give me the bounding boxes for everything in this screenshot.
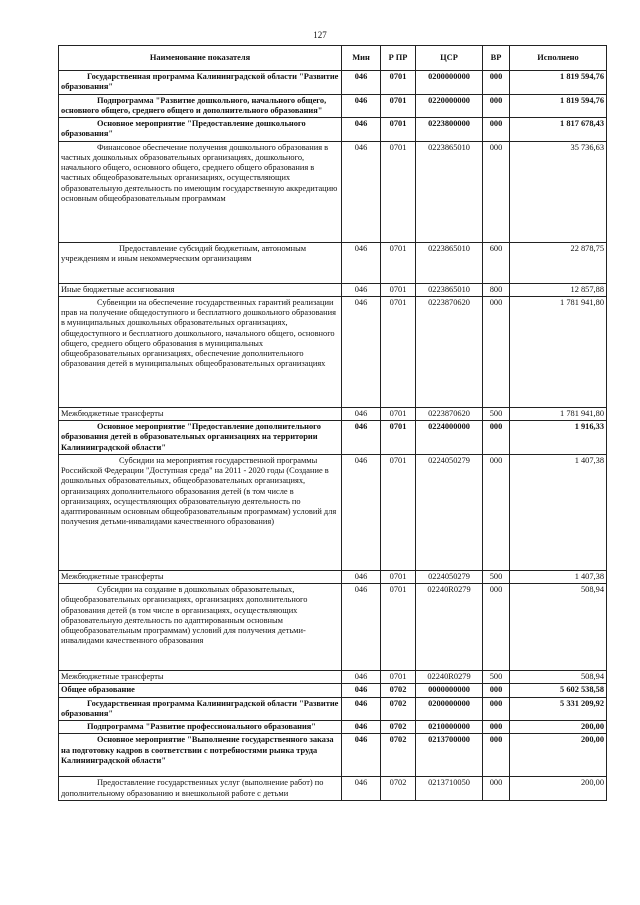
row-csr: 0223800000 (416, 118, 483, 142)
row-vr: 500 (483, 570, 510, 583)
row-min: 046 (342, 671, 381, 684)
row-csr: 0220000000 (416, 94, 483, 118)
row-done: 1 819 594,76 (510, 94, 607, 118)
table-row (59, 118, 607, 142)
row-done: 1 781 941,80 (510, 296, 607, 407)
row-csr: 0213710050 (416, 777, 483, 801)
row-name: Общее образование (59, 684, 342, 697)
row-rpr: 0701 (381, 421, 416, 455)
row-vr: 000 (483, 141, 510, 242)
row-name: Предоставление субсидий бюджетным, автономным учреждениям и иным некоммерческим организациям (59, 242, 342, 283)
table-row (59, 141, 607, 242)
row-done: 1 781 941,80 (510, 407, 607, 420)
row-vr: 500 (483, 407, 510, 420)
row-done: 508,94 (510, 671, 607, 684)
row-vr: 000 (483, 94, 510, 118)
row-min: 046 (342, 421, 381, 455)
table-row (59, 584, 607, 671)
table-row (59, 684, 607, 697)
row-rpr: 0701 (381, 407, 416, 420)
row-csr: 0223865010 (416, 242, 483, 283)
row-vr: 000 (483, 296, 510, 407)
table-row (59, 734, 607, 777)
row-min: 046 (342, 454, 381, 570)
row-done: 35 736,63 (510, 141, 607, 242)
row-min: 046 (342, 734, 381, 777)
row-min: 046 (342, 570, 381, 583)
row-vr: 000 (483, 421, 510, 455)
row-rpr: 0701 (381, 94, 416, 118)
row-done: 1 819 594,76 (510, 71, 607, 95)
row-done: 5 602 538,58 (510, 684, 607, 697)
row-rpr: 0701 (381, 283, 416, 296)
row-done: 22 878,75 (510, 242, 607, 283)
row-name: Подпрограмма "Развитие профессионального образования" (59, 721, 342, 734)
row-vr: 000 (483, 697, 510, 721)
row-csr: 0223870620 (416, 296, 483, 407)
header-name: Наименование показателя (59, 46, 342, 71)
row-rpr: 0701 (381, 671, 416, 684)
row-csr: 0224000000 (416, 421, 483, 455)
table-row (59, 570, 607, 583)
row-csr: 0210000000 (416, 721, 483, 734)
row-done: 1 916,33 (510, 421, 607, 455)
table-row (59, 697, 607, 721)
header-rpr: Р ПР (381, 46, 416, 71)
row-vr: 000 (483, 71, 510, 95)
row-min: 046 (342, 697, 381, 721)
row-name: Субсидии на мероприятия государственной программы Российской Федерации "Доступная среда" на 2011 - 2020 годы (Создание в дошкольных образовательных, общеобразовательных организациях, организациях дополнительного образования детей (в том числе в организациях, осуществляющих образовательную деятельность по адаптированным основным общеобразовательным программам) условий для получения детьми-инвалидами качественного образования) (59, 454, 342, 570)
row-min: 046 (342, 296, 381, 407)
header-done: Исполнено (510, 46, 607, 71)
row-done: 1 407,38 (510, 454, 607, 570)
row-vr: 000 (483, 454, 510, 570)
row-rpr: 0701 (381, 570, 416, 583)
row-min: 046 (342, 94, 381, 118)
table-row (59, 777, 607, 801)
row-csr: 02240R0279 (416, 584, 483, 671)
row-csr: 0224050279 (416, 454, 483, 570)
row-done: 508,94 (510, 584, 607, 671)
row-done: 200,00 (510, 777, 607, 801)
table-row (59, 454, 607, 570)
row-rpr: 0701 (381, 118, 416, 142)
table-row (59, 421, 607, 455)
row-name: Государственная программа Калининградской области "Развитие образования" (59, 697, 342, 721)
row-name: Государственная программа Калининградской области "Развитие образования" (59, 71, 342, 95)
row-min: 046 (342, 584, 381, 671)
row-csr: 0200000000 (416, 697, 483, 721)
table-row (59, 94, 607, 118)
row-rpr: 0702 (381, 684, 416, 697)
page-number: 127 (313, 30, 327, 40)
row-done: 1 817 678,43 (510, 118, 607, 142)
row-done: 200,00 (510, 734, 607, 777)
row-rpr: 0701 (381, 242, 416, 283)
row-csr: 0224050279 (416, 570, 483, 583)
row-name: Межбюджетные трансферты (59, 407, 342, 420)
row-name: Межбюджетные трансферты (59, 570, 342, 583)
header-min: Мин (342, 46, 381, 71)
row-rpr: 0702 (381, 697, 416, 721)
row-min: 046 (342, 242, 381, 283)
row-vr: 800 (483, 283, 510, 296)
row-csr: 0213700000 (416, 734, 483, 777)
row-min: 046 (342, 721, 381, 734)
row-vr: 500 (483, 671, 510, 684)
row-csr: 0223865010 (416, 141, 483, 242)
row-min: 046 (342, 407, 381, 420)
row-min: 046 (342, 118, 381, 142)
row-vr: 000 (483, 734, 510, 777)
table-row (59, 407, 607, 420)
row-min: 046 (342, 684, 381, 697)
row-name: Основное мероприятие "Предоставление дополнительного образования детей в образовательных организациях на территории Калининградской области" (59, 421, 342, 455)
row-name: Иные бюджетные ассигнования (59, 283, 342, 296)
row-name: Межбюджетные трансферты (59, 671, 342, 684)
row-name: Субвенции на обеспечение государственных гарантий реализации прав на получение общедоступного и бесплатного дошкольного образования в муниципальных дошкольных образовательных организациях, общедоступного и бесплатного дошкольного, начального общего, основного общего, среднего общего образования в муниципальных общеобразовательных организациях, обеспечение дополнительного образования детей в муниципальных общеобразовательных организациях (59, 296, 342, 407)
row-min: 046 (342, 283, 381, 296)
row-name: Подпрограмма "Развитие дошкольного, начального общего, основного общего, среднего общего и дополнительного образования" (59, 94, 342, 118)
row-rpr: 0702 (381, 777, 416, 801)
row-rpr: 0702 (381, 734, 416, 777)
budget-execution-table (58, 45, 607, 801)
row-rpr: 0701 (381, 71, 416, 95)
row-rpr: 0701 (381, 454, 416, 570)
header-csr: ЦСР (416, 46, 483, 71)
row-csr: 0223865010 (416, 283, 483, 296)
row-name: Основное мероприятие "Выполнение государственного заказа на подготовку кадров в соответствии с потребностями рынка труда Калининградской области" (59, 734, 342, 777)
table-row (59, 296, 607, 407)
row-vr: 000 (483, 721, 510, 734)
row-name: Основное мероприятие "Предоставление дошкольного образования" (59, 118, 342, 142)
row-min: 046 (342, 71, 381, 95)
header-vr: ВР (483, 46, 510, 71)
row-csr: 0200000000 (416, 71, 483, 95)
row-min: 046 (342, 777, 381, 801)
table-row (59, 283, 607, 296)
row-rpr: 0702 (381, 721, 416, 734)
row-done: 12 857,88 (510, 283, 607, 296)
table-row (59, 721, 607, 734)
row-done: 5 331 209,92 (510, 697, 607, 721)
table-row (59, 242, 607, 283)
row-vr: 000 (483, 777, 510, 801)
row-done: 200,00 (510, 721, 607, 734)
table-row (59, 671, 607, 684)
row-csr: 0000000000 (416, 684, 483, 697)
row-name: Предоставление государственных услуг (выполнение работ) по дополнительному образованию и внешкольной работе с детьми (59, 777, 342, 801)
row-vr: 000 (483, 684, 510, 697)
table-header-row (59, 46, 607, 71)
row-done: 1 407,38 (510, 570, 607, 583)
row-rpr: 0701 (381, 584, 416, 671)
row-csr: 02240R0279 (416, 671, 483, 684)
row-vr: 000 (483, 118, 510, 142)
row-rpr: 0701 (381, 296, 416, 407)
row-rpr: 0701 (381, 141, 416, 242)
row-name: Субсидии на создание в дошкольных образовательных, общеобразовательных организациях, организациях дополнительного образования детей (в том числе в организациях, осуществляющих образовательную деятельность по адаптированным основным общеобразовательным программам) условий для получения детьми-инвалидами качественного образования (59, 584, 342, 671)
row-vr: 000 (483, 584, 510, 671)
table-row (59, 71, 607, 95)
row-csr: 0223870620 (416, 407, 483, 420)
row-min: 046 (342, 141, 381, 242)
row-name: Финансовое обеспечение получения дошкольного образования в частных дошкольных образовательных организациях, дошкольного, начального общего, основного общего, среднего общего образования в частных общеобразовательных организациях, осуществляющих образовательную деятельность по имеющим государственную аккредитацию основным общеобразовательным программам (59, 141, 342, 242)
row-vr: 600 (483, 242, 510, 283)
